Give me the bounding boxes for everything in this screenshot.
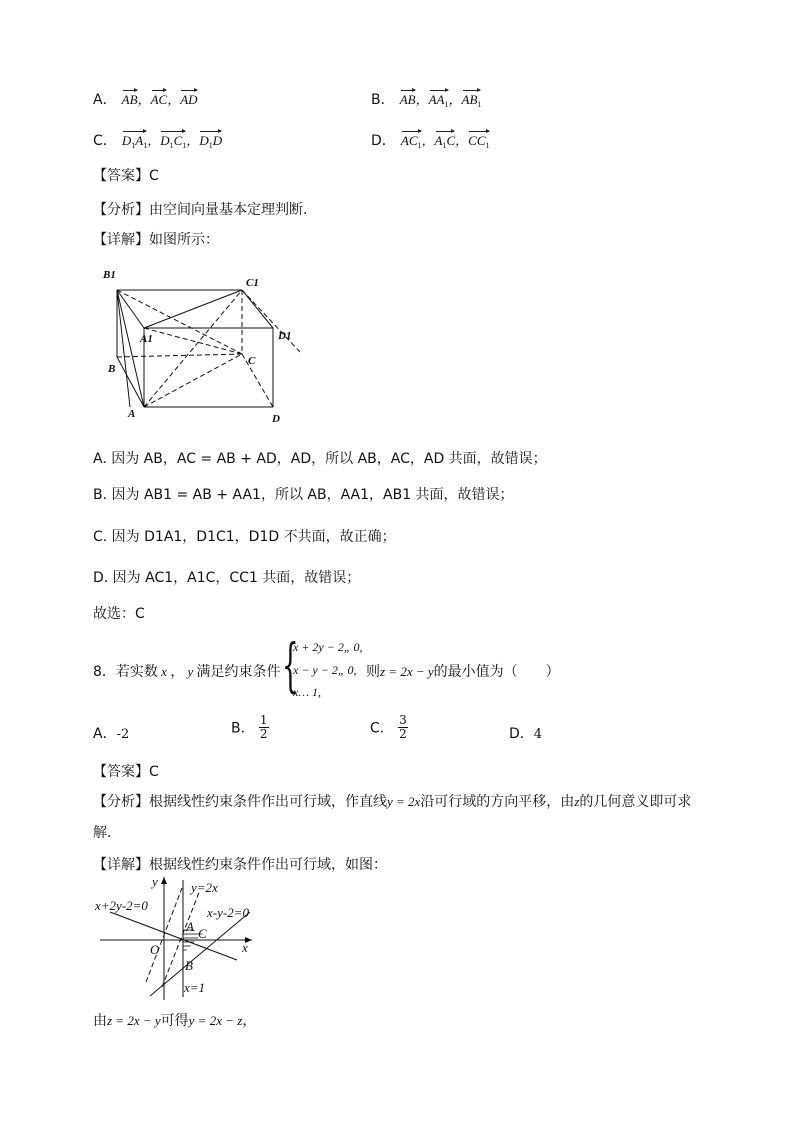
graph-line-1-label: x+2y-2=0: [95, 898, 148, 913]
label-b1: B1: [103, 269, 116, 281]
q7-option-c: C． $D_1A_1$，$D_1C_1$，$D_1D$: [93, 129, 222, 150]
q8-analysis: 【分析】根据线性约束条件作出可行域，作直线y = 2x沿可行域的方向平移，由z的几何意义即可求: [93, 794, 692, 810]
q7-explanation-c: C. 因为 D1A1，D1C1，D1D 不共面，故正确；: [93, 529, 396, 545]
label-c: C: [248, 355, 256, 367]
q8-stem-suffix: 则z = 2x − y的最小值为（ ）: [366, 664, 560, 680]
q7-explanation-b: B. 因为 AB1 = AB + AA1，所以 AB，AA1，AB1 共面，故错误；: [93, 487, 514, 503]
q8-option-c: C． $\frac{3}{2}$: [370, 713, 407, 741]
label-d: D: [272, 413, 280, 425]
label-d1: D1: [278, 330, 292, 342]
graph-x-label: x: [242, 940, 248, 955]
q7-analysis: 【分析】由空间向量基本定理判断.: [93, 202, 308, 218]
q7-conclusion: 故选：C: [93, 606, 145, 622]
q8-option-d: D．4: [509, 726, 543, 742]
q8-option-a: A．-2: [93, 726, 130, 742]
q8-constraint-3: x… 1,: [293, 685, 321, 699]
q8-stem-prefix: 8．若实数 x ， y 满足约束条件: [93, 664, 281, 680]
q7-explanation-a: A. 因为 AB，AC = AB + AD，AD，所以 AB，AC，AD 共面，故错误；: [93, 451, 547, 467]
graph-origin-label: O: [150, 942, 160, 957]
q7-detail: 【详解】如图所示：: [93, 232, 219, 248]
label-c1: C1: [246, 277, 259, 289]
q8-analysis-cont: 解.: [93, 825, 112, 841]
prism-figure: [100, 262, 300, 427]
feasible-region-graph: [92, 872, 262, 1002]
graph-line-3-label: y=2x: [191, 880, 218, 895]
label-a: A: [128, 408, 136, 420]
graph-point-c: C: [198, 926, 207, 941]
graph-y-label: y: [152, 874, 158, 889]
graph-point-a: A: [186, 919, 194, 934]
q8-option-b: B． $\frac{1}{2}$: [231, 713, 268, 741]
label-a1: A1: [140, 333, 153, 345]
q8-detail: 【详解】根据线性约束条件作出可行域，如图：: [93, 857, 387, 873]
q8-final-line: 由z = 2x − y可得y = 2x − z，: [93, 1013, 257, 1029]
q8-constraint-1: x + 2y − 2„ 0,: [293, 640, 363, 654]
graph-point-b: B: [185, 958, 193, 973]
q7-explanation-d: D. 因为 AC1，A1C，CC1 共面，故错误；: [93, 570, 361, 586]
graph-line-4-label: x=1: [184, 980, 206, 995]
q7-option-d: D． $AC_1$，$A_1C$，$CC_1$: [371, 129, 490, 150]
q7-option-a: A． AB，AC，AD: [93, 88, 198, 109]
q8-answer: 【答案】C: [93, 764, 159, 780]
label-b: B: [108, 363, 116, 375]
q7-answer: 【答案】C: [93, 168, 159, 184]
graph-line-2-label: x-y-2=0: [207, 905, 249, 920]
q7-option-b: B． AB，$AA_1$，$AB_1$: [371, 88, 481, 109]
q8-brace: {: [282, 631, 299, 699]
q8-constraint-2: x − y − 2„ 0,: [293, 663, 357, 677]
